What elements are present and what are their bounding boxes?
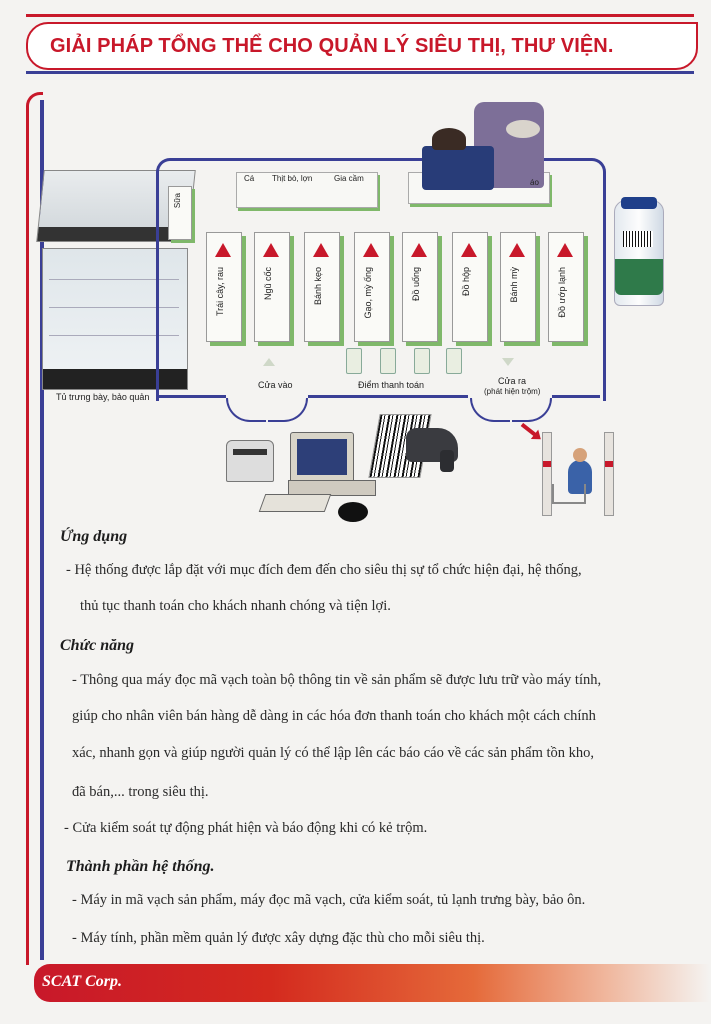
security-gate-pillar — [542, 432, 552, 516]
section-heading-components: Thành phần hệ thống. — [66, 858, 215, 875]
paragraph-line: - Thông qua máy đọc mã vạch toàn bộ thông tin về sản phẩm sẽ được lưu trữ vào máy tính, — [72, 672, 602, 688]
paragraph-line: giúp cho nhân viên bán hàng dễ dàng in các hóa đơn thanh toán cho khách một cách chính — [72, 708, 596, 724]
section-heading-application: Ứng dụng — [60, 528, 128, 545]
aisle-shelf — [206, 232, 242, 342]
footer-band — [34, 964, 710, 1002]
red-arrow-icon — [521, 423, 538, 437]
store-wall-bottom — [156, 395, 226, 398]
aisle-shelf — [354, 232, 390, 342]
store-wall-bottom — [308, 395, 468, 398]
keyboard-illustration — [259, 494, 332, 512]
mouse-pad-illustration — [338, 502, 368, 522]
clothing-label: áo — [530, 178, 539, 187]
top-shelf-label: Gia cầm — [334, 174, 364, 183]
aisle-label: Ngũ cốc — [263, 267, 273, 301]
page-title: GIẢI PHÁP TỔNG THỂ CHO QUẢN LÝ SIÊU THỊ, THƯ VIỆN. — [50, 35, 614, 57]
header-top-rule — [26, 14, 694, 17]
exit-door-left — [470, 398, 510, 422]
aisle-shelf — [304, 232, 340, 342]
entrance-arrow-icon — [263, 358, 275, 366]
aisle-label: Đồ hộp — [461, 267, 471, 297]
paragraph-line: - Máy in mã vạch sản phẩm, máy đọc mã vạch, cửa kiểm soát, tủ lạnh trưng bày, bảo ôn. — [72, 892, 586, 908]
aisle-label: Đồ ướp lạnh — [557, 267, 567, 318]
milk-shelf — [168, 186, 192, 240]
entrance-label: Cửa vào — [258, 380, 293, 390]
entrance-door-right — [268, 398, 308, 422]
paragraph-line: xác, nhanh gọn và giúp người quản lý có thể lập lên các báo cáo về các sản phẩm tồn kho, — [72, 745, 595, 761]
aisle-label: Trái cây, rau — [215, 267, 225, 317]
aisle-shelf — [254, 232, 290, 342]
section-heading-functions: Chức năng — [60, 637, 135, 654]
top-shelf-label: Thịt bò, lợn — [272, 174, 313, 183]
checkout-counter — [380, 348, 396, 374]
paragraph-line: thủ tục thanh toán cho khách nhanh chóng và tiện lợi. — [80, 598, 391, 614]
aisle-label: Đồ uống — [411, 267, 421, 302]
store-wall-bottom — [552, 395, 600, 398]
exit-label: Cửa ra — [498, 376, 527, 386]
paragraph-line: đã bán,... trong siêu thị. — [72, 784, 209, 800]
milk-shelf-label: Sữa — [173, 193, 182, 209]
paragraph-line: - Cửa kiểm soát tự động phát hiện và báo động khi có kẻ trộm. — [64, 820, 428, 836]
checkout-counter — [346, 348, 362, 374]
checkout-counter — [414, 348, 430, 374]
aisle-shelf — [452, 232, 488, 342]
top-shelf-label: Cá — [244, 174, 255, 183]
aisle-label: Gạo, mỳ ống — [363, 267, 373, 319]
company-name: SCAT Corp. — [42, 973, 123, 990]
paragraph-line: - Máy tính, phần mềm quản lý được xây dựng đặc thù cho mỗi siêu thị. — [72, 930, 485, 946]
aisle-shelf — [500, 232, 536, 342]
clothing-illustration — [410, 98, 546, 194]
exit-door-right — [512, 398, 552, 422]
entrance-door-left — [226, 398, 266, 422]
security-gate-pillar — [604, 432, 614, 516]
exit-note: (phát hiện trộm) — [484, 387, 541, 396]
checkout-label: Điểm thanh toán — [358, 380, 425, 390]
checkout-counter — [446, 348, 462, 374]
exit-arrow-icon — [502, 358, 514, 366]
header-bottom-rule — [26, 71, 694, 74]
computer-monitor-illustration — [290, 432, 354, 486]
aisle-shelf — [548, 232, 584, 342]
aisle-label: Bánh mỳ — [509, 267, 519, 303]
receipt-printer-illustration — [226, 440, 274, 482]
barcode-scanner-illustration — [406, 428, 458, 462]
shopping-cart-icon — [552, 484, 586, 504]
aisle-label: Bánh kẹo — [313, 267, 323, 306]
paragraph-line: - Hệ thống được lắp đặt với mục đích đem đến cho siêu thị sự tổ chức hiện đại, hệ thống, — [66, 562, 582, 578]
aisle-shelf — [402, 232, 438, 342]
fridge-label: Tủ trưng bày, bảo quản — [56, 392, 150, 402]
barcoded-product-illustration — [614, 200, 664, 306]
